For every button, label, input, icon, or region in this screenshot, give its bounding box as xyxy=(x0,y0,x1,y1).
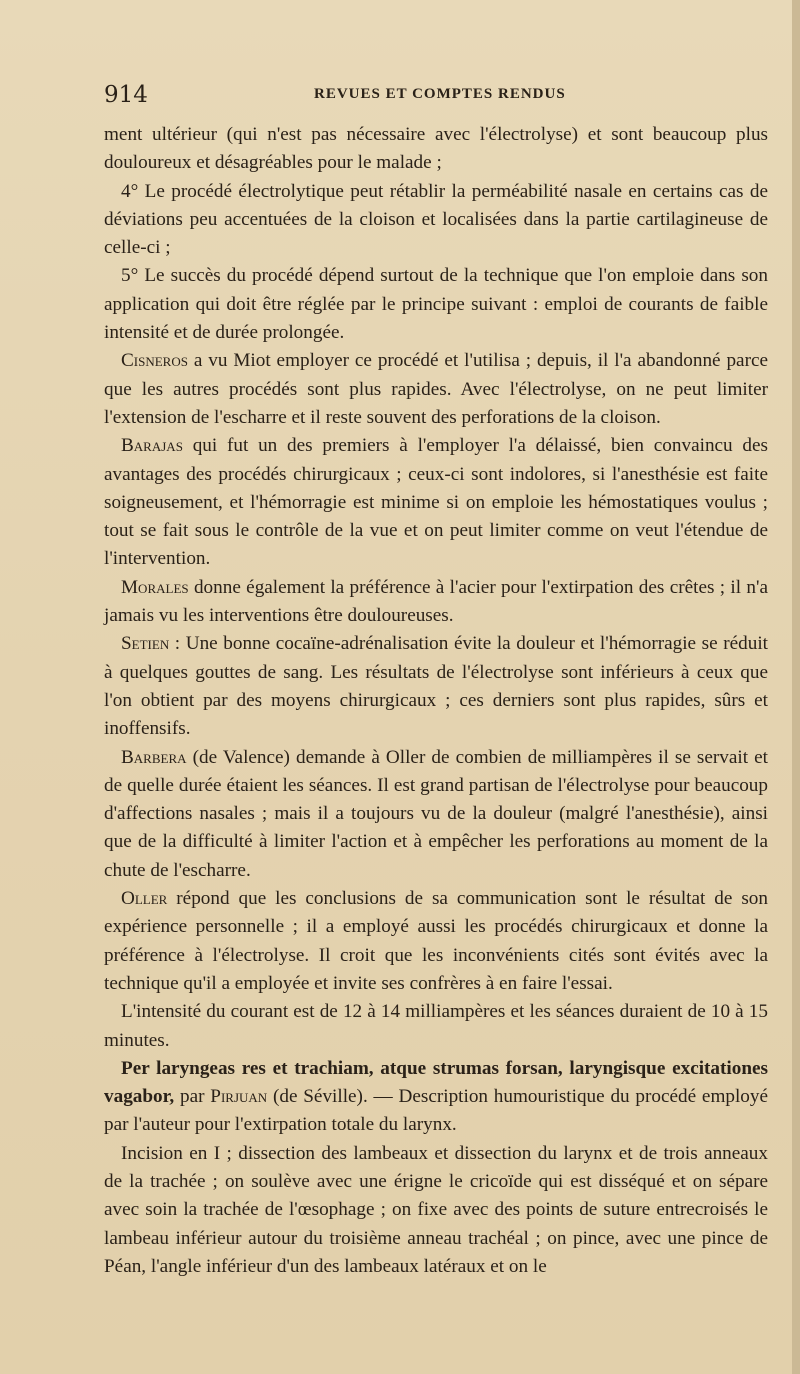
page-number: 914 xyxy=(104,82,148,108)
paragraph: Incision en I ; dissection des lambeaux et dissection du larynx et de trois anneaux de la trachée ; on soulève avec une érigne le cricoïde qui est disséqué et on sépare avec soin la trachée de l'œsophage ; on fixe avec des points de suture entrecroisés le lambeau inférieur autour du troisième anneau trachéal ; on pince, avec une pince de Péan, l'angle inférieur d'un des lambeaux latéraux et on le xyxy=(104,1142,768,1277)
body-text xyxy=(104,121,768,1281)
author-name: Cisneros xyxy=(121,350,188,372)
paragraph: Barbera (de Valence) demande à Oller de combien de milliampères il se servait et de quelle durée étaient les séances. Il est grand partisan de l'électrolyse pour beaucoup d'affections nasales ; mais il a toujours vu de la douleur (malgré l'anesthésie), ainsi que de la difficulté à limiter l'action et à empêcher les perforations au moment de la chute de l'escharre. xyxy=(104,746,768,881)
article-title: Per laryngeas res et trachiam, atque strumas forsan, laryngisque excitationes vagabor, xyxy=(104,1057,768,1108)
paragraph: Setien : Une bonne cocaïne-adrénalisation évite la douleur et l'hémorragie se réduit à quelques gouttes de sang. Les résultats de l'électrolyse sont inférieurs à ceux que l'on obtient par des moyens chirurgicaux ; ces derniers sont plus rapides, sûrs et inoffensifs. xyxy=(104,633,768,740)
running-head: REVUES ET COMPTES RENDUS xyxy=(314,86,566,102)
author-name: Pirjuan xyxy=(210,1086,268,1108)
page-edge xyxy=(792,0,800,1374)
author-name: Barbera xyxy=(121,746,187,768)
author-name: Oller xyxy=(121,888,168,910)
author-name: Setien xyxy=(121,633,170,655)
author-name: Barajas xyxy=(121,435,183,457)
paragraph: Per laryngeas res et trachiam, atque strumas forsan, laryngisque excitationes vagabor, par Pirjuan (de Séville). — Description humouristique du procédé employé par l'auteur pour l'extirpation totale du larynx. xyxy=(104,1057,769,1136)
paragraph: Barajas qui fut un des premiers à l'employer l'a délaissé, bien convaincu des avantages des procédés chirurgicaux ; ceux-ci sont indolores, si l'anesthésie est faite soigneusement, et l'hémorragie est minime si on emploie les hémostatiques voulus ; tout se fait sous le contrôle de la vue et on peut limiter comme on veut l'étendue de l'intervention. xyxy=(104,435,768,570)
author-name: Morales xyxy=(121,576,189,598)
page-header xyxy=(104,82,770,110)
paragraph: 5° Le succès du procédé dépend surtout de la technique que l'on emploie dans son application qui doit être réglée par le principe suivant : emploi de courants de faible intensité et de durée prolongée. xyxy=(104,265,768,344)
paragraph: 4° Le procédé électrolytique peut rétablir la perméabilité nasale en certains cas de déviations peu accentuées de la cloison et localisées dans la partie cartilagineuse de celle-ci ; xyxy=(104,180,768,259)
paragraph: Cisneros a vu Miot employer ce procédé et l'utilisa ; depuis, il l'a abandonné parce que les autres procédés sont plus rapides. Avec l'électrolyse, on ne peut limiter l'extension de l'escharre et il reste souvent des perforations de la cloison. xyxy=(104,350,768,428)
paragraph: ment ultérieur (qui n'est pas nécessaire avec l'électrolyse) et sont beaucoup plus douloureux et désagréables pour le malade ; xyxy=(104,124,768,174)
paragraph: Oller répond que les conclusions de sa communication sont le résultat de son expérience personnelle ; il a employé aussi les procédés chirurgicaux et donne la préférence à l'électrolyse. Il croit que les inconvénients cités sont évités avec la technique qu'il a employée et invite ses confrères à en faire l'essai. xyxy=(104,888,768,994)
paragraph: Morales donne également la préférence à l'acier pour l'extirpation des crêtes ; il n'a jamais vu les interventions être douloureuses. xyxy=(104,576,768,627)
paragraph: L'intensité du courant est de 12 à 14 milliampères et les séances duraient de 10 à 15 minutes. xyxy=(104,1001,768,1051)
